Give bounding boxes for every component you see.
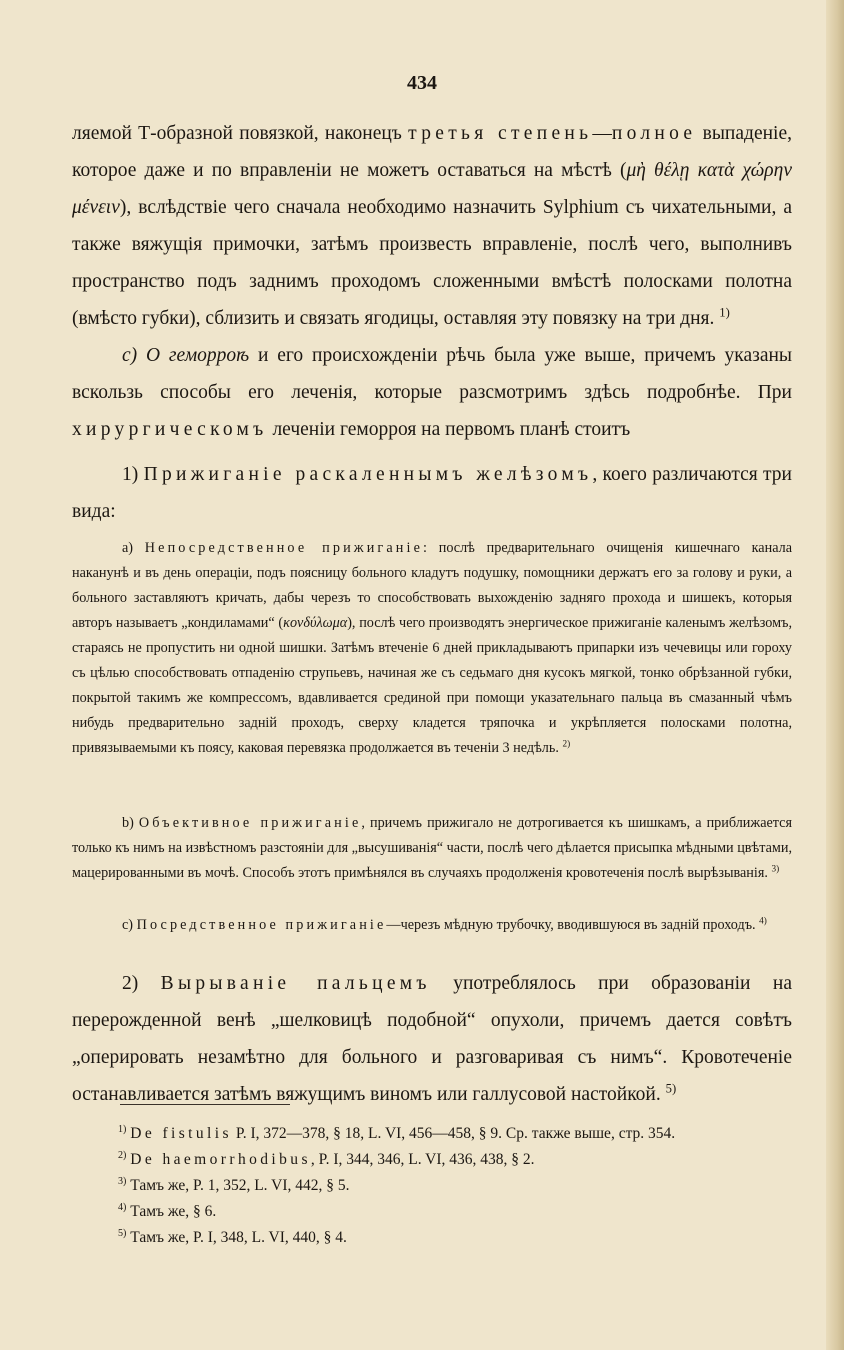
footnote-ref[interactable]: 4)	[759, 915, 767, 926]
text-run: , коего различаются три вида:	[72, 464, 792, 522]
item-label: 1)	[122, 464, 144, 485]
text-run: выпаденіе, которое даже и по вправленіи не можетъ оставаться на мѣстѣ (	[72, 123, 792, 181]
footnote-title: De fistulis	[130, 1125, 232, 1142]
footnote-mark: 2)	[118, 1149, 127, 1161]
footnote-mark: 1)	[118, 1123, 127, 1135]
footnote-text: , P. I, 344, 346, L. VI, 436, 438, § 2.	[310, 1151, 535, 1168]
text-run: и его происхожденіи рѣчь была уже выше, причемъ указаны вскользь способы его леченія, которые разсмотримъ здѣсь подробнѣе. При	[72, 345, 793, 403]
footnote-title: De haemorrhodibus	[130, 1151, 311, 1168]
paragraph-cautery	[72, 456, 792, 530]
page-number: 434	[407, 72, 437, 94]
footnote-4	[118, 1199, 818, 1225]
item-label: b)	[122, 815, 139, 831]
section-label: c)	[122, 345, 138, 366]
footnote-ref[interactable]: 2)	[562, 738, 571, 749]
footnotes	[118, 1121, 818, 1251]
footnote-mark: 3)	[118, 1175, 127, 1187]
subsection-a	[72, 536, 792, 761]
greek-quote: μὴ θέλῃ κατὰ χώρην μένειν	[72, 160, 792, 218]
spaced-term: Посредственное прижиганіе	[136, 917, 387, 933]
subsection-b	[72, 811, 792, 886]
footnote-ref[interactable]: 1)	[719, 305, 730, 320]
text-run: ), вслѣдствіе чего сначала необходимо назначить Sylphium съ чихательными, а также вяжущія примочки, затѣмъ произвесть вправленіе, послѣ чего, выполнивъ пространство подъ заднимъ проходомъ сложенными вмѣстѣ полосками полотна (вмѣсто губки), сблизить и связать ягодицы, оставляя эту повязку на три дня.	[72, 197, 792, 329]
text-run: ), послѣ чего производятъ энергическое прижиганіе каленымъ желѣзомъ, стараясь не пропустить ни одной шишки. Затѣмъ втеченіе 6 дней прикладываютъ припарки изъ чечевицы или гороху съ цѣлью способствовать отпаденію струпьевъ, начиная же съ седьмаго дня кусокъ мягкой, тонко обрѣзанной губки, покрытой такимъ же компрессомъ, вдавливается срединой при помощи указательнаго пальца въ смазанный чѣмъ нибудь предварительно задній проходъ, сверху кладется тряпочка и укрѣпляется полосками полотна, привязываемыми къ поясу, каковая перевязка продолжается въ теченіи 3 недѣль.	[72, 615, 792, 756]
spaced-term: Прижиганіе раскаленнымъ желѣзомъ	[143, 464, 593, 485]
page-edge	[826, 0, 844, 1350]
paragraph-prolapse	[72, 115, 792, 337]
greek-term: κονδύλωμα	[283, 615, 348, 631]
text-run: —черезъ мѣдную трубочку, вводившуюся въ задній проходъ.	[386, 917, 756, 933]
section-heading: О геморроѣ	[146, 345, 250, 366]
footnote-text: Тамъ же, P. 1, 352, L. VI, 442, § 5.	[130, 1177, 350, 1194]
subsection-c	[72, 913, 792, 938]
text-run: : послѣ предварительнаго очищенія кишечнаго канала наканунѣ и въ день операціи, подъ поясницу больного кладутъ подушку, помощники держатъ его за голову и руки, а больного заставляютъ кричать, дабы черезъ то способствовать выхожденію задняго прохода и шишекъ, которыя авторъ называетъ „кондиламами“ (	[72, 540, 792, 631]
footnote-1	[118, 1121, 818, 1147]
text-run: употреблялось при образованіи на перерожденной венѣ „шелковицѣ подобной“ опухоли, причемъ дается совѣтъ „оперировать незамѣтно для больного и разговаривая съ нимъ“. Кровотеченіе останавливается затѣмъ вяжущимъ виномъ или галлусовой настойкой.	[72, 973, 792, 1105]
footnote-ref[interactable]: 3)	[771, 863, 780, 874]
spaced-term: Непосредственное прижиганіе	[144, 540, 424, 556]
item-label: 2)	[122, 973, 161, 994]
dash: —	[592, 123, 612, 144]
footnote-2	[118, 1147, 818, 1173]
paragraph-hemorrhoids	[72, 337, 792, 448]
footnote-mark: 5)	[118, 1227, 127, 1239]
footnote-ref[interactable]: 5)	[665, 1081, 677, 1096]
body-text	[72, 115, 792, 530]
text-run: ляемой Т-образной повязкой, наконецъ	[72, 123, 409, 144]
item-label: a)	[122, 540, 145, 556]
spaced-term: Вырываніе пальцемъ	[160, 973, 431, 994]
footnote-text: P. I, 372—378, § 18, L. VI, 456—458, § 9. Ср. также выше, стр. 354.	[231, 1125, 676, 1142]
footnote-divider	[120, 1104, 290, 1105]
spaced-term: Объективное прижиганіе	[138, 815, 362, 831]
spaced-term: хирургическомъ	[72, 419, 268, 440]
footnote-3	[118, 1173, 818, 1199]
text-run: , причемъ прижигало не дотрогивается къ шишкамъ, а приближается только къ нимъ на извѣстномъ разстояніи для „высушиванія“ части, послѣ чего дѣлается присыпка мѣдными цвѣтами, мацерированными въ мочѣ. Способъ этотъ примѣнялся въ случаяхъ продолженія кровотеченія послѣ вырѣзыванія.	[72, 815, 792, 881]
spaced-term: полное	[611, 123, 697, 144]
item-label: c)	[122, 917, 137, 933]
footnote-mark: 4)	[118, 1201, 127, 1213]
paragraph-extraction	[72, 965, 792, 1113]
text-run: леченіи геморроя на первомъ планѣ стоитъ	[267, 419, 631, 440]
spaced-term: третья степень	[408, 123, 593, 144]
footnote-5	[118, 1225, 818, 1251]
footnote-text: Тамъ же, § 6.	[130, 1203, 217, 1220]
footnote-text: Тамъ же, P. I, 348, L. VI, 440, § 4.	[130, 1229, 347, 1246]
